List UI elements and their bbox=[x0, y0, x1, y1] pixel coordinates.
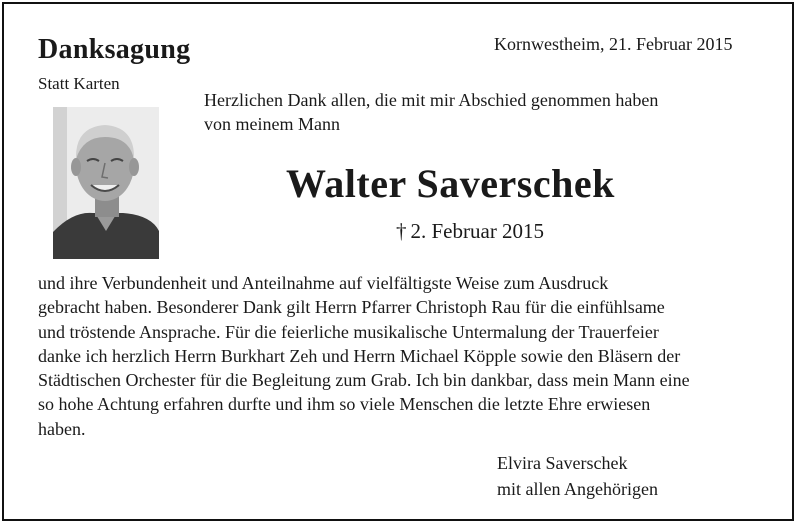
deceased-name: Walter Saverschek bbox=[286, 161, 615, 206]
portrait-photo bbox=[53, 107, 159, 259]
place-date: Kornwestheim, 21. Februar 2015 bbox=[494, 34, 733, 54]
signature bbox=[497, 450, 658, 502]
body-text bbox=[38, 271, 778, 441]
intro-line: Herzlichen Dank allen, die mit mir Abschied genommen haben bbox=[204, 90, 659, 110]
death-date: 2. Februar 2015 bbox=[410, 219, 545, 243]
body-line: und tröstende Ansprache. Für die feierliche musikalische Untermalung der Trauerfeier bbox=[38, 321, 659, 342]
body-line: und ihre Verbundenheit und Anteilnahme auf vielfältigste Weise zum Ausdruck bbox=[38, 273, 609, 293]
cross-icon: † bbox=[396, 219, 407, 243]
body-line: danke ich herzlich Herrn Burkhart Zeh und Herrn Michael Köpple sowie den Bläsern der bbox=[38, 345, 681, 366]
intro-line: von meinem Mann bbox=[204, 114, 340, 134]
signature-relatives: mit allen Angehörigen bbox=[497, 479, 658, 499]
body-line: Städtischen Orchester für die Begleitung zum Grab. Ich bin dankbar, dass mein Mann eine bbox=[38, 370, 690, 391]
body-line: haben. bbox=[38, 418, 86, 439]
body-line: gebracht haben. Besonderer Dank gilt Herrn Pfarrer Christoph Rau für die einfühlsame bbox=[38, 297, 665, 318]
signature-name: Elvira Saverschek bbox=[497, 453, 628, 473]
subtitle: Statt Karten bbox=[38, 74, 120, 93]
obituary-card bbox=[2, 2, 794, 521]
body-line: so hohe Achtung erfahren durfte und ihm so viele Menschen die letzte Ehre erwiesen bbox=[38, 394, 651, 415]
page-title: Danksagung bbox=[38, 34, 191, 65]
intro-text bbox=[204, 88, 658, 136]
death-date-line bbox=[396, 219, 544, 244]
